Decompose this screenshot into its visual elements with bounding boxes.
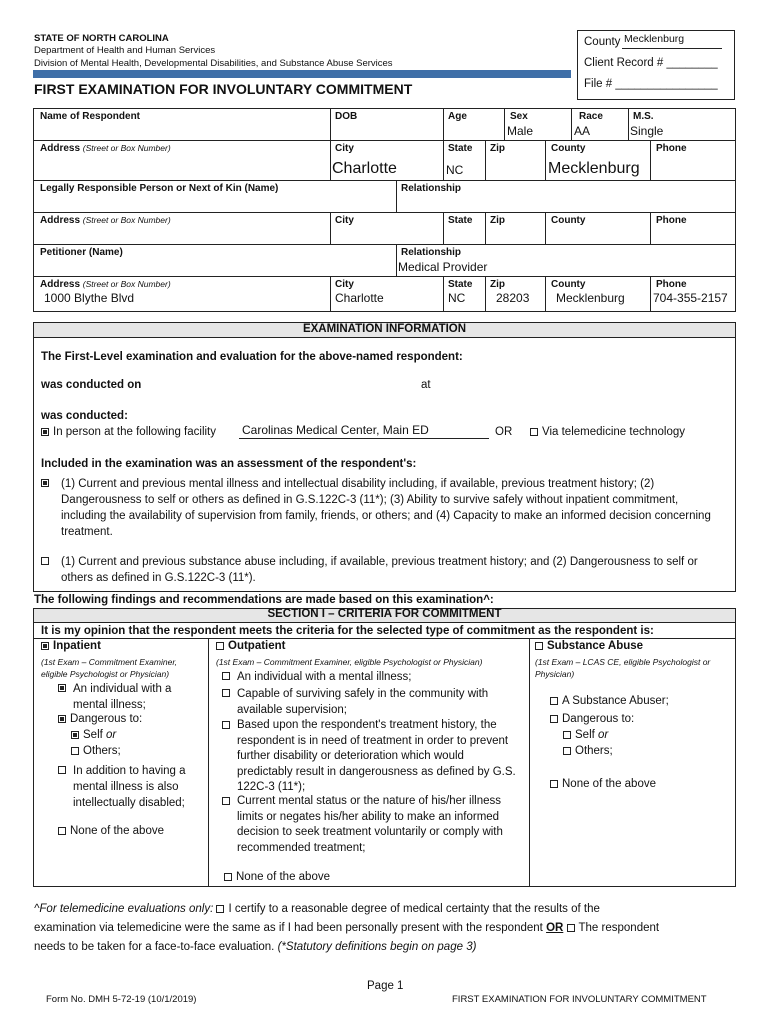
facility-field[interactable]: Carolinas Medical Center, Main ED [242,423,429,437]
telemedicine-certify-checkbox[interactable] [216,905,224,913]
outpatient-note: (1st Exam – Commitment Examiner, eligible Psychologist or Physician) [216,657,483,667]
assessment-heading: Included in the examination was an assessment of the respondent's: [41,458,417,470]
assessment-item-1[interactable] [41,476,721,540]
substance-dangerous[interactable]: Dangerous to: [550,713,634,725]
client-record-field[interactable]: Client Record # ________ [584,57,718,69]
inpatient-dangerous-checkbox[interactable] [58,715,66,723]
kin-zip-label: Zip [490,215,505,226]
at-label: at [421,379,431,391]
inpatient-none[interactable]: None of the above [58,825,164,837]
kin-county-label: County [551,215,586,226]
respondent-city-field[interactable]: Charlotte [332,160,397,177]
form-number: Form No. DMH 5-72-19 (10/1/2019) [46,994,197,1005]
outpatient-none[interactable]: None of the above [224,871,330,883]
substance-none-checkbox[interactable] [550,780,558,788]
kin-city-label: City [335,215,354,226]
outpatient-treatment-need[interactable] [222,718,522,796]
page-number: Page 1 [367,980,404,992]
substance-none[interactable]: None of the above [550,778,656,790]
inpatient-mental-illness[interactable] [58,681,206,713]
inpatient-intellectual-checkbox[interactable] [58,766,66,774]
respondent-state-field[interactable]: NC [446,163,464,177]
petitioner-state-field[interactable]: NC [448,291,466,305]
outpatient-mental-illness[interactable] [222,669,522,685]
assessment-item-2-text: (1) Current and previous substance abuse including, if available, previous treatment history; and (2) Dangerousness to self or others as defined in G.S.122C-3 (11*). [61,556,698,584]
outpatient-checkbox[interactable] [216,642,224,650]
findings-heading: The following findings and recommendations are made based on this examination^: [34,594,494,606]
outpatient-treatment-need-checkbox[interactable] [222,721,230,729]
outpatient-capable-text: Capable of surviving safely in the community with available supervision; [237,688,489,716]
petitioner-city-label: City [335,279,354,290]
inpatient-others-checkbox[interactable] [71,747,79,755]
petitioner-phone-field[interactable]: 704-355-2157 [653,291,728,305]
kin-address-label: Address (Street or Box Number) [40,215,171,226]
exam-intro: The First-Level examination and evaluation for the above-named respondent: [41,351,463,363]
telemedicine-checkbox[interactable] [530,428,538,436]
respondent-zip-label: Zip [490,143,505,154]
inpatient-option[interactable]: Inpatient [41,640,101,652]
kin-name-label: Legally Responsible Person or Next of Kin (Name) [40,183,279,194]
kin-state-label: State [448,215,473,226]
section-1-heading: SECTION I – CRITERIA FOR COMMITMENT [267,608,502,620]
substance-abuser-checkbox[interactable] [550,697,558,705]
assessment-1-checkbox[interactable] [41,479,49,487]
inpatient-self-checkbox[interactable] [71,731,79,739]
outpatient-mental-status-text: Current mental status or the nature of his/her illness limits or negates his/her ability to make an informed decision to seek treatment voluntarily or comply with recommended treatment; [237,795,503,854]
outpatient-treatment-need-text: Based upon the respondent's treatment history, the respondent is in need of treatment in order to prevent further disability or deterioration which would predictably result in dangerousness as defined by G.S. 122C-3 (11*); [237,719,516,793]
respondent-phone-label: Phone [656,143,687,154]
inpatient-intellectual-text: In addition to having a mental illness is also intellectually disabled; [73,765,186,809]
division-name: Division of Mental Health, Developmental Disabilities, and Substance Abuse Services [34,58,393,69]
marital-status-field[interactable]: Single [630,124,664,138]
department-name: Department of Health and Human Services [34,45,216,56]
outpatient-option[interactable]: Outpatient [216,640,286,652]
footer-title: FIRST EXAMINATION FOR INVOLUNTARY COMMITMENT [452,994,707,1005]
petitioner-relationship-field[interactable]: Medical Provider [398,260,488,274]
examination-heading: EXAMINATION INFORMATION [302,323,467,335]
telemedicine-option[interactable]: Via telemedicine technology [530,426,685,438]
petitioner-county-label: County [551,279,586,290]
outpatient-mental-illness-text: An individual with a mental illness; [237,671,412,683]
inpatient-checkbox[interactable] [41,642,49,650]
telemedicine-footnote: ^For telemedicine evaluations only: I certify to a reasonable degree of medical certainty that the results of the examination via telemedicine were the same as if I had been personally present with the respondent OR The respondent needs to be taken for a face-to-face evaluation. (*Statutory definitions begin on page 3) [34,903,660,953]
petitioner-name-label: Petitioner (Name) [40,247,123,258]
marital-status-label: M.S. [633,111,654,122]
kin-relationship-label: Relationship [401,183,462,194]
substance-others[interactable]: Others; [563,745,613,757]
substance-others-checkbox[interactable] [563,747,571,755]
respondent-county-label: County [551,143,586,154]
substance-abuser[interactable]: A Substance Abuser; [550,695,669,707]
respondent-address-label: Address (Street or Box Number) [40,143,171,154]
outpatient-capable[interactable] [222,686,522,718]
substance-abuse-checkbox[interactable] [535,642,543,650]
in-person-checkbox[interactable] [41,428,49,436]
respondent-city-label: City [335,143,354,154]
outpatient-mental-status[interactable] [222,794,522,856]
was-conducted-label: was conducted: [41,410,128,422]
county-label: County [584,36,621,48]
race-label: Race [579,111,603,122]
outpatient-none-checkbox[interactable] [224,873,232,881]
respondent-name-label: Name of Respondent [40,111,141,122]
race-field[interactable]: AA [574,124,591,138]
inpatient-intellectual[interactable] [58,763,206,811]
opinion-statement: It is my opinion that the respondent meets the criteria for the selected type of commitment as the respondent is: [41,625,654,637]
petitioner-zip-label: Zip [490,279,505,290]
inpatient-note: (1st Exam – Commitment Examiner, eligible Psychologist or Physician) [41,657,178,679]
or-label: OR [495,426,513,438]
county-field[interactable]: Mecklenburg [624,33,685,45]
assessment-item-1-text: (1) Current and previous mental illness and intellectual disability including, if available, previous treatment history; (2) Dangerousness to self or others as defined in G.S.122C-3 (11*); (3) Ability to survive safely without inpatient commitment, including the availability of supervision from family, friends, or others; and (4) Capacity to make an informed decision concerning treatment. [61,478,711,538]
petitioner-phone-label: Phone [656,279,687,290]
petitioner-address-label: Address (Street or Box Number) [40,279,171,290]
inpatient-others[interactable]: Others; [71,745,121,757]
petitioner-address-field[interactable]: 1000 Blythe Blvd [44,291,135,305]
respondent-state-label: State [448,143,473,154]
kin-phone-label: Phone [656,215,687,226]
in-person-option[interactable]: In person at the following facility [41,426,216,438]
dob-label: DOB [335,111,358,122]
outpatient-capable-checkbox[interactable] [222,689,230,697]
assessment-item-2[interactable] [41,554,721,586]
substance-self[interactable]: Self or [563,729,608,741]
header-rule [33,70,571,78]
assessment-2-checkbox[interactable] [41,557,49,565]
form-title: FIRST EXAMINATION FOR INVOLUNTARY COMMITMENT [34,81,413,97]
substance-abuse-option[interactable]: Substance Abuse [535,640,643,652]
file-number-field[interactable]: File # ________________ [584,78,718,90]
state-name: STATE OF NORTH CAROLINA [34,33,169,44]
inpatient-none-checkbox[interactable] [58,827,66,835]
inpatient-self[interactable]: Self or [71,729,116,741]
inpatient-mental-illness-checkbox[interactable] [58,684,66,692]
petitioner-state-label: State [448,279,473,290]
petitioner-city-field[interactable]: Charlotte [335,291,384,305]
outpatient-mental-status-checkbox[interactable] [222,797,230,805]
conducted-on-label: was conducted on [41,379,142,391]
petitioner-county-field[interactable]: Mecklenburg [556,291,625,305]
respondent-county-field[interactable]: Mecklenburg [548,160,640,177]
sex-label: Sex [510,111,528,122]
substance-self-checkbox[interactable] [563,731,571,739]
petitioner-zip-field[interactable]: 28203 [496,291,530,305]
inpatient-dangerous[interactable]: Dangerous to: [58,713,142,725]
sex-field[interactable]: Male [507,124,534,138]
inpatient-mental-illness-text: An individual with a mental illness; [73,683,172,711]
age-label: Age [448,111,467,122]
substance-dangerous-checkbox[interactable] [550,715,558,723]
substance-abuse-note: (1st Exam – LCAS CE, eligible Psychologist or Physician) [535,657,711,679]
petitioner-relationship-label: Relationship [401,247,462,258]
outpatient-mental-illness-checkbox[interactable] [222,672,230,680]
face-to-face-checkbox[interactable] [567,924,575,932]
